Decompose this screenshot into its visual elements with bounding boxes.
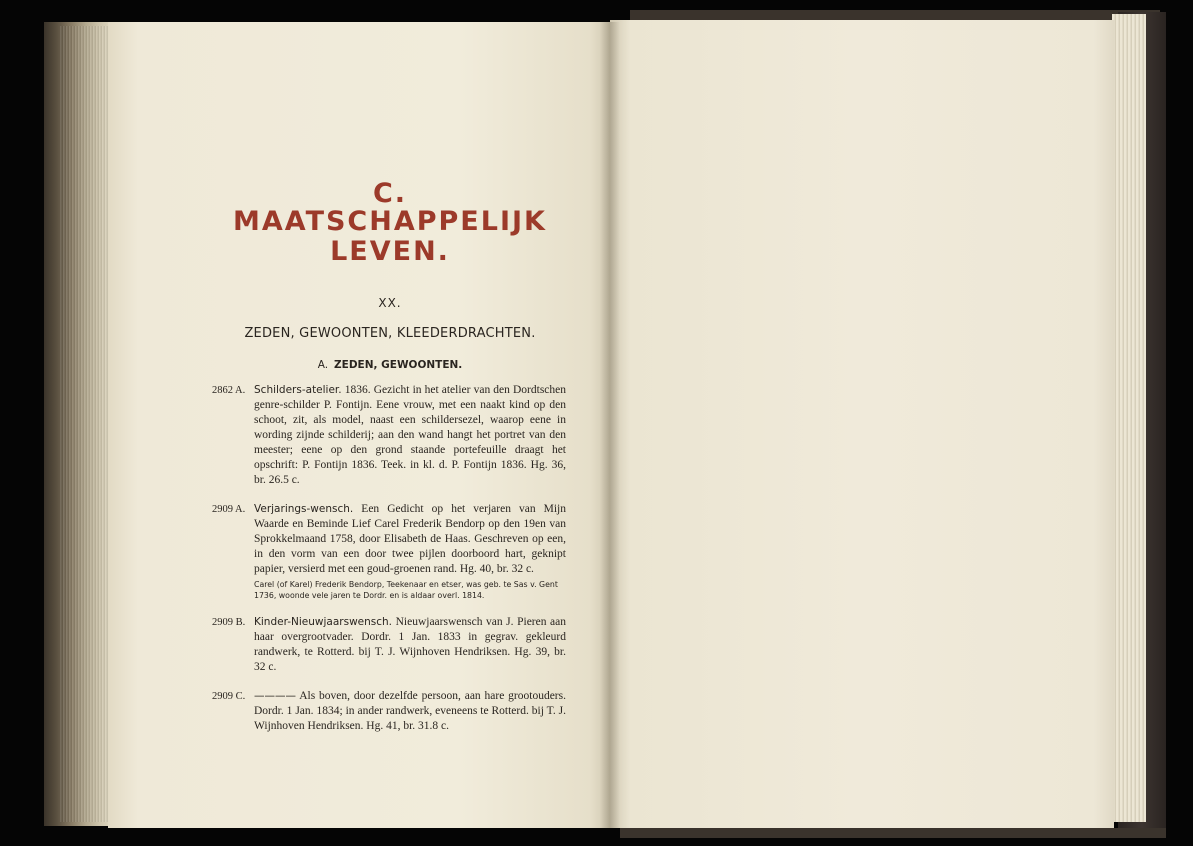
entry-title: Verjarings-wensch. (254, 503, 354, 515)
entry-number: 2862 A. (212, 385, 246, 396)
section-title-line2: LEVEN. (330, 236, 450, 267)
subsection-title: ZEDEN, GEWOONTEN. (334, 359, 463, 371)
book-cover-bottom (620, 828, 1166, 838)
entry-title: ———— (254, 690, 296, 702)
entry-text: Als boven, door dezelfde persoon, aan hare grootouders. Dordr. 1 Jan. 1834; in ander randwerk, eveneens te Rotterd. bij T. J. Wijnhoven Hendriksen. Hg. 41, br. 31.8 c. (254, 690, 566, 732)
entry-title: Kinder-Nieuwjaarswensch. (254, 616, 393, 628)
catalog-entry (214, 615, 566, 675)
catalog-entry (214, 383, 566, 488)
entry-text: 1836. Gezicht in het atelier van den Dordtschen genre-schilder P. Fontijn. Eene vrouw, met een naakt kind op den schoot, zit, als model, naast een schildersezel, waarop eene in wording zijnde schilderij; aan den wand hangt het portret van den meester; eene op den grond staande portefeuille draagt het opschrift: P. Fontijn 1836. Teek. in kl. d. P. Fontijn 1836. Hg. 36, br. 26.5 c. (254, 384, 567, 486)
subsection-label: A. (317, 359, 329, 371)
chapter-number: XX. (378, 296, 402, 310)
left-page-text (214, 180, 566, 734)
page-stack-right (1112, 14, 1146, 822)
subsection-heading (214, 359, 566, 371)
chapter-heading: ZEDEN, GEWOONTEN, KLEEDERDRACHTEN. (244, 326, 536, 341)
catalog-entry (214, 502, 566, 601)
page-edge-lines (60, 26, 108, 822)
entry-number: 2909 B. (212, 617, 246, 628)
entry-number: 2909 A. (212, 504, 246, 515)
entry-text: Nieuwjaarswensch van J. Pieren aan haar overgrootvader. Dordr. 1 Jan. 1833 in gegrav. gekleurd randwerk, te Rotterd. bij T. J. Wijnhoven Hendriksen. Hg. 39, br. 32 c. (254, 616, 567, 673)
entry-title: Schilders-atelier. (254, 384, 342, 396)
entry-number: 2909 C. (212, 691, 246, 702)
right-page-blank (610, 20, 1114, 828)
section-title (214, 180, 566, 266)
catalog-entry (214, 689, 566, 734)
book-gutter (600, 22, 620, 828)
section-title-line1: C. MAATSCHAPPELIJK (233, 178, 547, 237)
entry-text: Een Gedicht op het verjaren van Mijn Waarde en Beminde Lief Carel Frederik Bendorp op den 19en van Sprokkelmaand 1758, door Elisabeth de Haas. Geschreven op een, in den vorm van een door twee pijlen doorboord hart, geknipt papier, versierd met een goud-groenen rand. Hg. 40, br. 32 c. (254, 503, 567, 575)
entry-footnote: Carel (of Karel) Frederik Bendorp, Teekenaar en etser, was geb. te Sas v. Gent 1736, woonde vele jaren te Dordr. en is aldaar overl. 1814. (254, 580, 558, 600)
